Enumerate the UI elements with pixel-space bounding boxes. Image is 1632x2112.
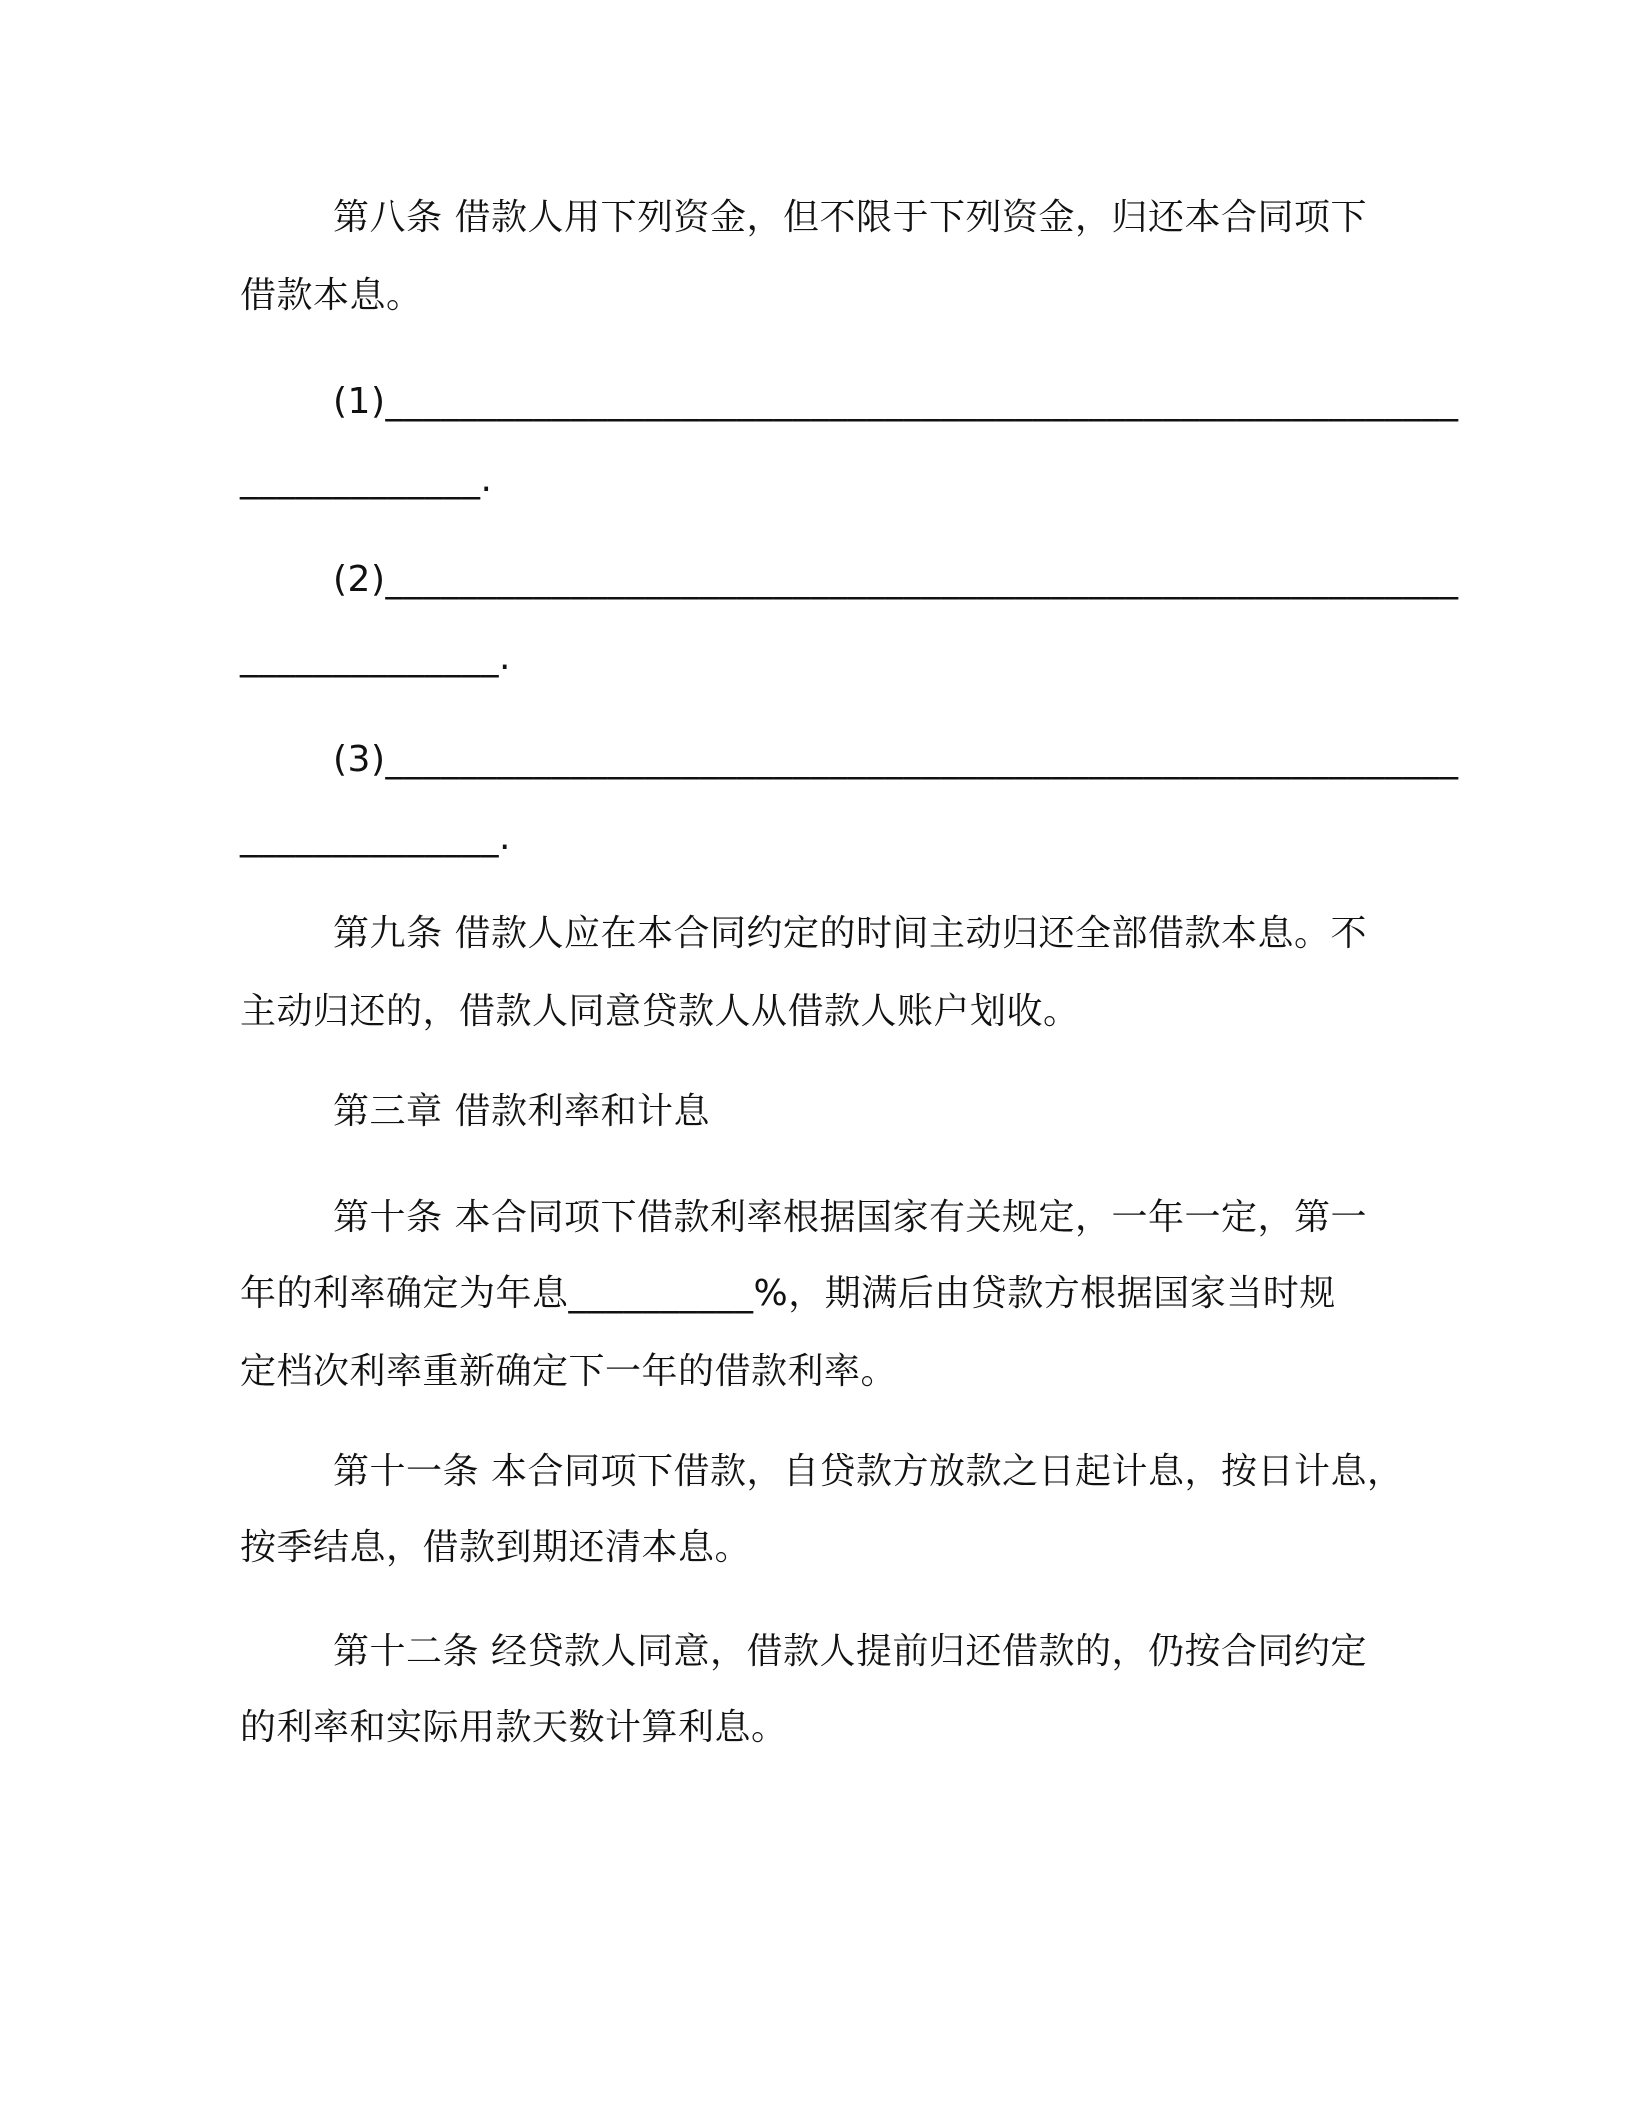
article-10-line-2: 年的利率确定为年息__________%，期满后由贷款方根据国家当时规 [240,1273,1336,1314]
article-12-line-1: 第十二条 经贷款人同意，借款人提前归还借款的，仍按合同约定 [333,1631,1367,1672]
chapter-3-heading: 第三章 借款利率和计息 [333,1091,710,1132]
item-2-line-2: ______________. [240,637,511,678]
article-11-line-2: 按季结息，借款到期还清本息。 [240,1527,752,1568]
article-10-line-1: 第十条 本合同项下借款利率根据国家有关规定，一年一定，第一 [333,1197,1367,1238]
item-1-line-2: _____________. [240,459,493,500]
item-1-line-1: (1)__________________________________________________________ [333,381,1459,422]
article-11-line-1: 第十一条 本合同项下借款，自贷款方放款之日起计息，按日计息， [333,1451,1404,1492]
article-9-line-2: 主动归还的，借款人同意贷款人从借款人账户划收。 [240,991,1080,1032]
article-9-line-1: 第九条 借款人应在本合同约定的时间主动归还全部借款本息。不 [333,913,1367,954]
item-3-line-2: ______________. [240,817,511,858]
article-12-line-2: 的利率和实际用款天数计算利息。 [240,1707,788,1748]
item-2-line-1: (2)__________________________________________________________ [333,559,1459,600]
item-3-line-1: (3)__________________________________________________________ [333,739,1459,780]
article-10-line-3: 定档次利率重新确定下一年的借款利率。 [240,1351,898,1392]
article-8-line-1: 第八条 借款人用下列资金，但不限于下列资金，归还本合同项下 [333,197,1367,238]
article-8-line-2: 借款本息。 [240,275,423,316]
